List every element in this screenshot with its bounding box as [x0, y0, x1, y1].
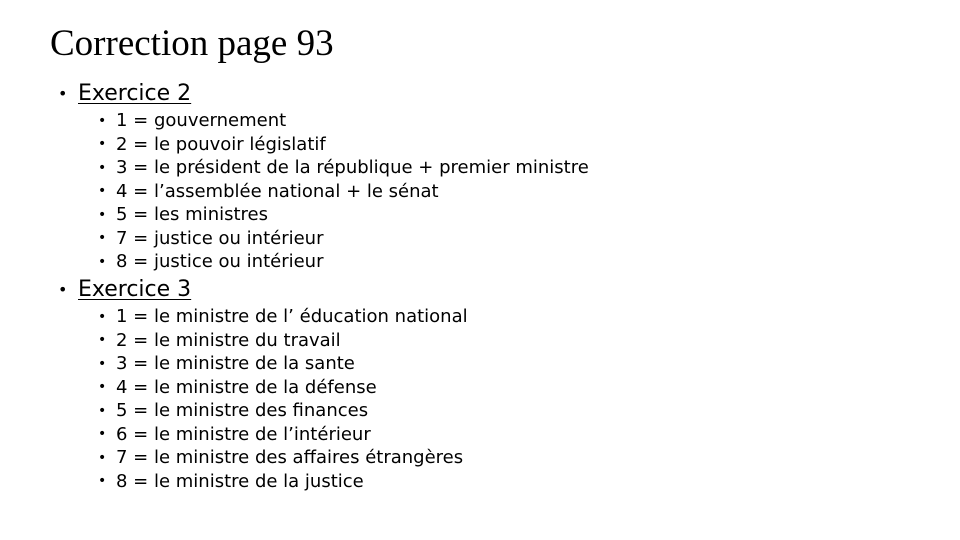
list-item	[98, 470, 468, 494]
list-item-text: 7 = justice ou intérieur	[116, 227, 324, 249]
bullet-icon: •	[98, 206, 107, 223]
list-item	[98, 250, 589, 274]
section-heading-label: Exercice 2	[78, 80, 192, 106]
bullet-icon: •	[98, 230, 107, 247]
section-heading	[58, 77, 589, 109]
section-exercice-2	[58, 77, 589, 274]
list-item-text: 6 = le ministre de l’intérieur	[116, 423, 371, 445]
bullet-icon: •	[98, 473, 107, 490]
bullet-icon: •	[98, 332, 107, 349]
list-item	[98, 109, 589, 133]
list-item	[98, 329, 468, 353]
list-item	[98, 376, 468, 400]
list-item	[98, 446, 468, 470]
bullet-icon: •	[98, 159, 107, 176]
list-item	[98, 305, 468, 329]
list-item-text: 2 = le pouvoir législatif	[116, 133, 326, 155]
list-item-text: 8 = justice ou intérieur	[116, 251, 324, 273]
bullet-icon: •	[98, 355, 107, 372]
list-item	[98, 133, 589, 157]
list-item	[98, 399, 468, 423]
list-item-text: 4 = le ministre de la défense	[116, 376, 377, 398]
list-item	[98, 352, 468, 376]
list-item-text: 3 = le ministre de la sante	[116, 353, 355, 375]
bullet-icon: •	[98, 112, 107, 129]
bullet-icon: •	[98, 308, 107, 325]
list-item	[98, 156, 589, 180]
answer-list	[58, 109, 589, 274]
bullet-icon: •	[98, 449, 107, 466]
list-item-text: 3 = le président de la république + premier ministre	[116, 157, 589, 179]
list-item-text: 8 = le ministre de la justice	[116, 470, 364, 492]
bullet-icon: •	[98, 136, 107, 153]
list-item-text: 7 = le ministre des affaires étrangères	[116, 447, 464, 469]
section-heading	[58, 273, 468, 305]
list-item	[98, 203, 589, 227]
bullet-icon: •	[98, 253, 107, 270]
list-item-text: 1 = gouvernement	[116, 110, 287, 132]
list-item-text: 1 = le ministre de l’ éducation national	[116, 306, 468, 328]
list-item	[98, 227, 589, 251]
list-item-text: 4 = l’assemblée national + le sénat	[116, 180, 439, 202]
list-item	[98, 423, 468, 447]
bullet-icon: •	[98, 402, 107, 419]
bullet-icon: •	[58, 279, 68, 299]
section-exercice-3	[58, 273, 468, 493]
list-item	[98, 180, 589, 204]
list-item-text: 5 = les ministres	[116, 204, 268, 226]
bullet-icon: •	[98, 183, 107, 200]
bullet-icon: •	[58, 83, 68, 103]
bullet-icon: •	[98, 379, 107, 396]
list-item-text: 5 = le ministre des finances	[116, 400, 369, 422]
answer-list	[58, 305, 468, 493]
page-title: Correction page 93	[50, 23, 334, 64]
list-item-text: 2 = le ministre du travail	[116, 329, 341, 351]
section-heading-label: Exercice 3	[78, 276, 192, 302]
bullet-icon: •	[98, 426, 107, 443]
